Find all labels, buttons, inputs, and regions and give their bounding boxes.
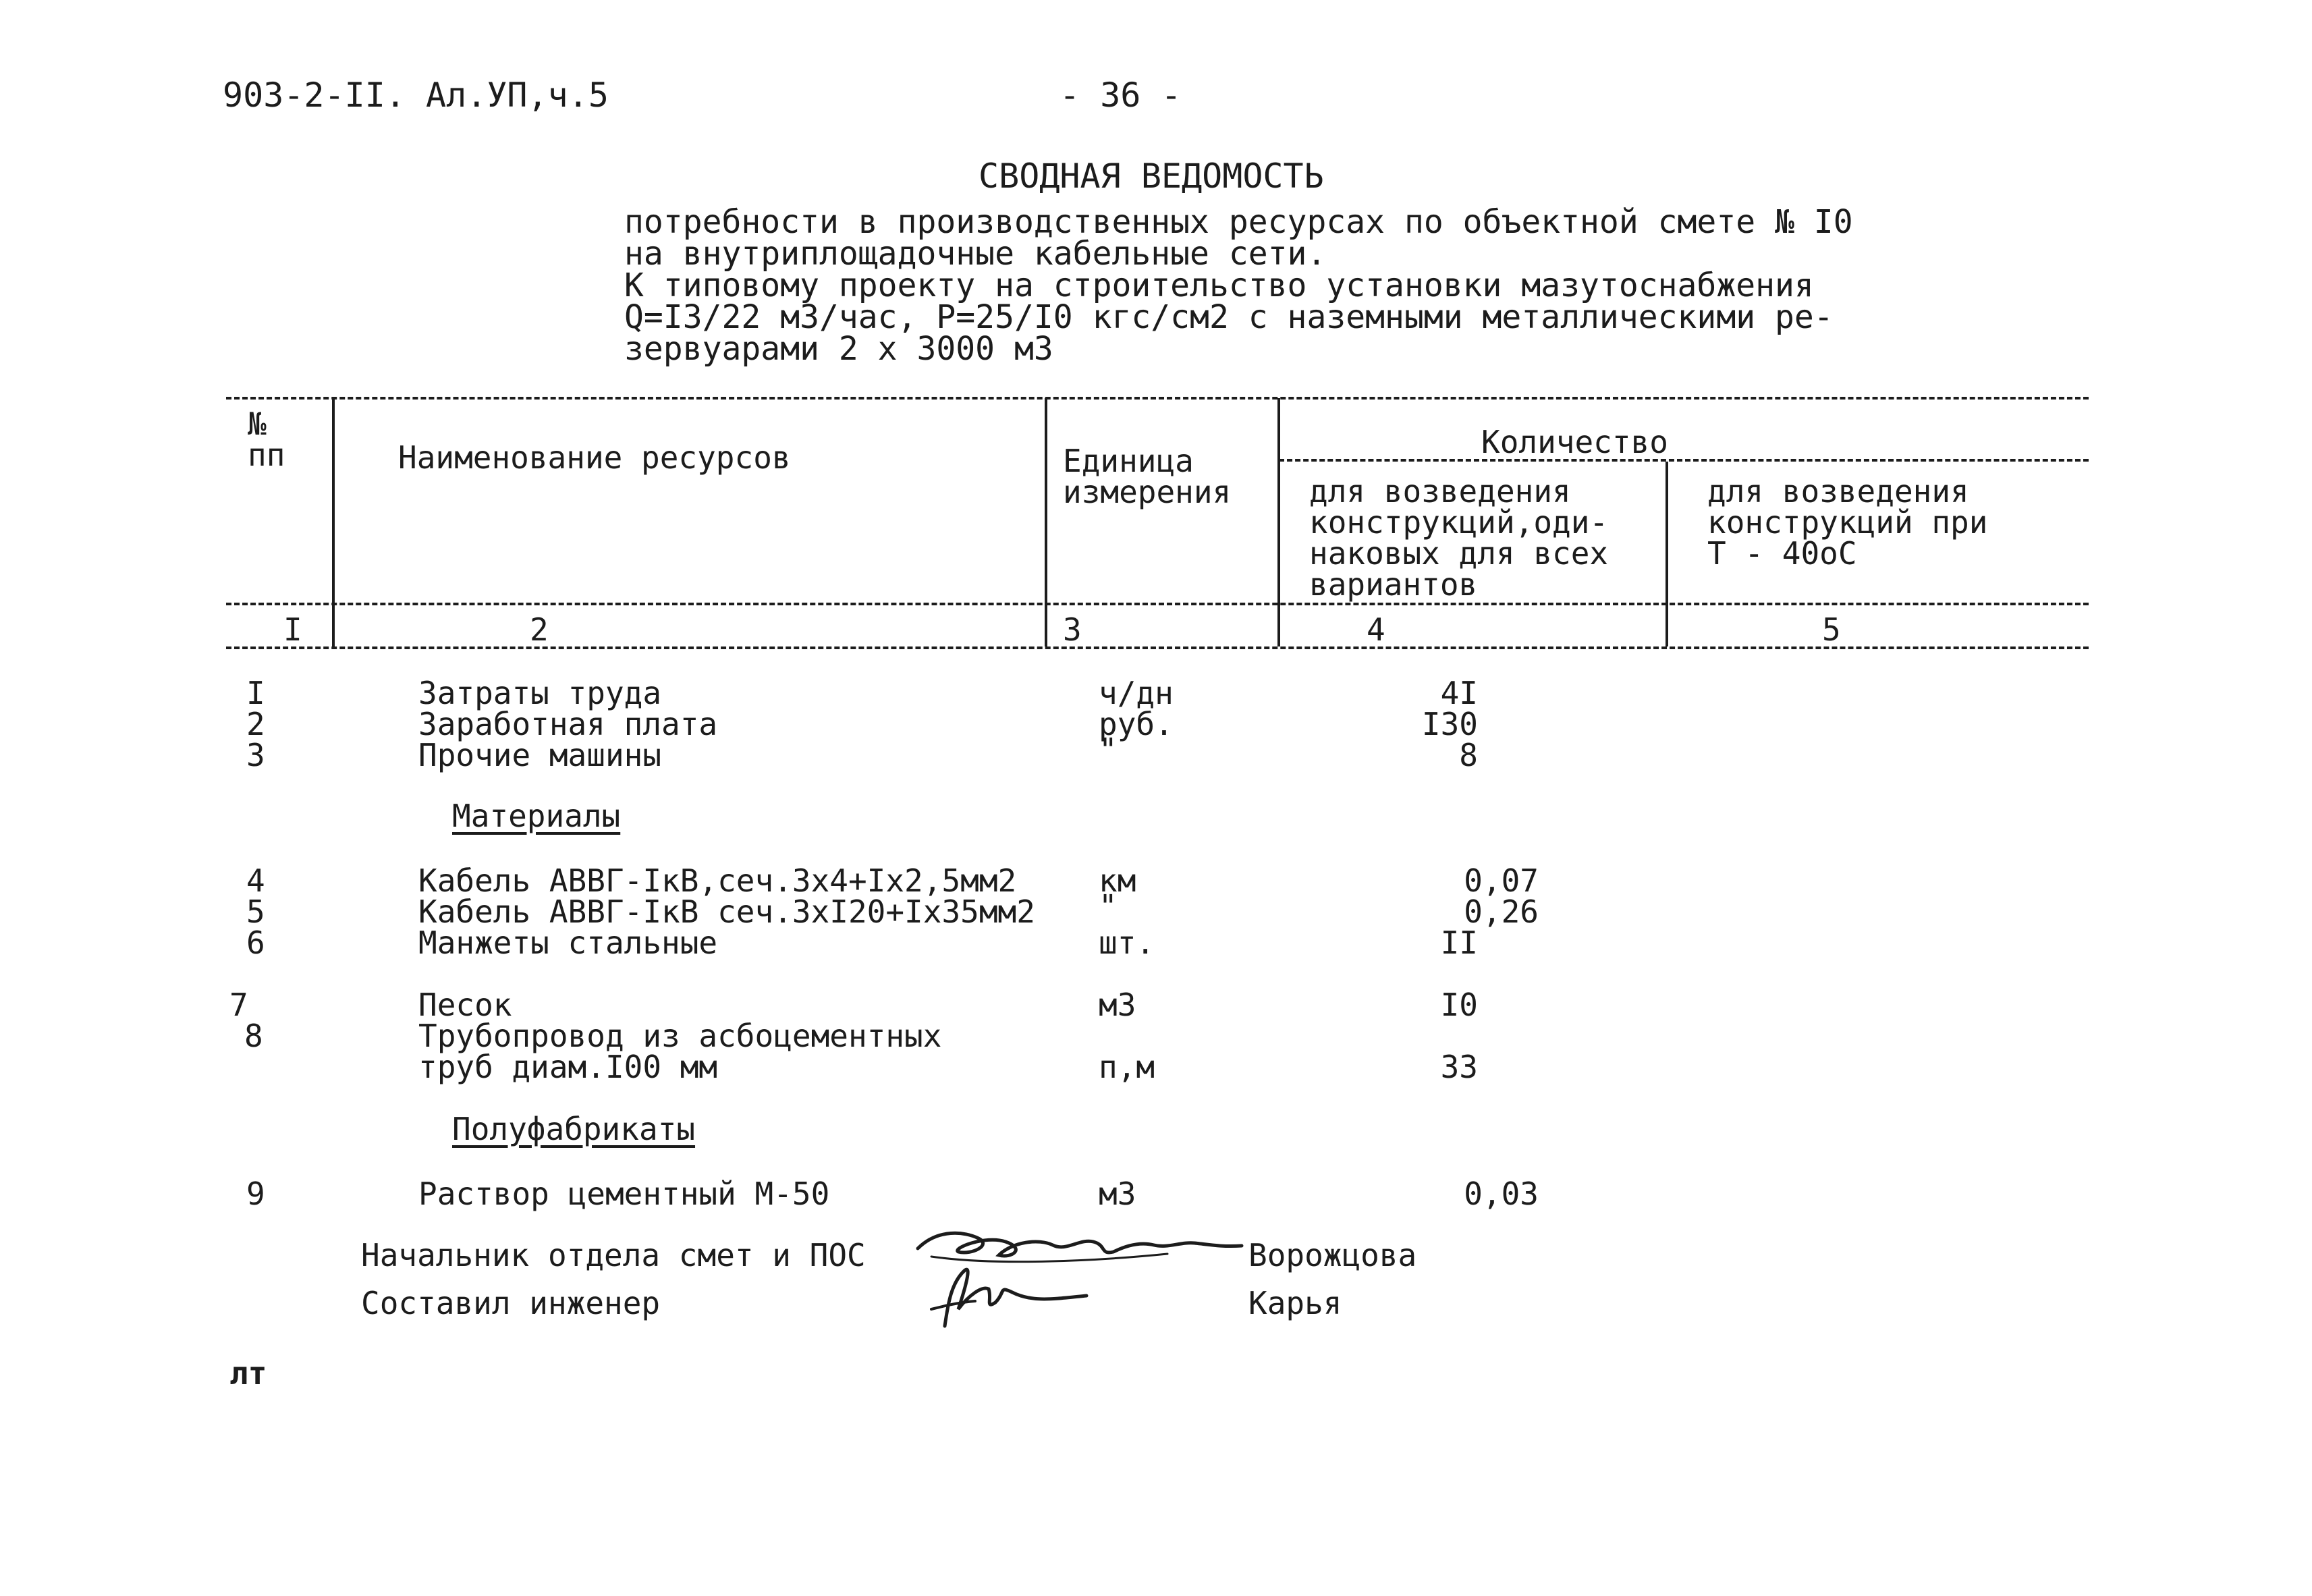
row-number: I: [246, 675, 265, 711]
row-qty: II: [1440, 925, 1478, 961]
row-unit: ч/дн: [1099, 675, 1174, 711]
section-semifinished: Полуфабрикаты: [452, 1111, 696, 1147]
col-number: 3: [1063, 611, 1082, 648]
row-name-continued: труб диам.I00 мм: [418, 1049, 718, 1085]
row-qty: I30: [1421, 706, 1478, 742]
subtitle-line: К типовому проекту на строительство установки мазутоснабжения: [624, 267, 1814, 304]
row-unit: ": [1099, 888, 1118, 925]
row-name: Прочие машины: [418, 737, 662, 773]
signature-role: Составил инженер: [361, 1285, 661, 1321]
signature-name: Карья: [1248, 1285, 1342, 1321]
subtitle-line: Q=I3/22 м3/час, P=25/I0 кгс/см2 с наземными металлическими ре-: [624, 298, 1834, 336]
row-name: Затраты труда: [418, 675, 662, 711]
row-qty: 4I: [1440, 675, 1478, 711]
header-qty-t40: для возведения конструкций при Т - 40оС: [1707, 473, 1988, 572]
col-number: 5: [1822, 611, 1841, 648]
row-unit: ": [1099, 732, 1118, 768]
row-number: 6: [246, 925, 265, 961]
row-name: Манжеты стальные: [418, 925, 718, 961]
table-colnum-rule: [226, 646, 2089, 649]
row-name: Песок: [418, 987, 512, 1023]
document-code: 903-2-II. Ал.УП,ч.5: [223, 76, 609, 115]
row-qty: 0,07: [1464, 862, 1539, 899]
page-number: - 36 -: [1059, 76, 1182, 115]
quantity-subheader-rule: [1279, 459, 2089, 462]
signature-name: Ворожцова: [1248, 1237, 1417, 1273]
row-unit: км: [1099, 862, 1136, 899]
row-number: 8: [244, 1018, 263, 1054]
handwritten-signature-2: [918, 1262, 1100, 1329]
row-unit: м3: [1099, 987, 1136, 1023]
header-qty-all-variants: для возведения конструкций,оди- наковых для всех вариантов: [1309, 473, 1609, 603]
row-unit: руб.: [1099, 706, 1174, 742]
subtitle-line: потребности в производственных ресурсах по объектной смете № I0: [624, 203, 1853, 241]
row-unit: п,м: [1099, 1049, 1155, 1085]
row-name: Трубопровод из асбоцементных: [418, 1018, 942, 1054]
row-qty: 0,26: [1464, 893, 1539, 930]
col-separator: [332, 398, 335, 646]
table-header-rule: [226, 603, 2089, 605]
row-name: Кабель АВВГ-IкВ,сеч.3х4+Iх2,5мм2: [418, 862, 1017, 899]
row-name: Раствор цементный М-50: [418, 1176, 830, 1212]
row-qty: 8: [1459, 737, 1478, 773]
section-materials: Материалы: [452, 798, 621, 834]
row-name: Кабель АВВГ-IкВ сеч.3хI20+Iх35мм2: [418, 893, 1035, 930]
row-qty: 33: [1440, 1049, 1478, 1085]
footer-mark: лт: [229, 1355, 267, 1392]
header-name: Наименование ресурсов: [398, 439, 791, 476]
row-number: 4: [246, 862, 265, 899]
row-number: 2: [246, 706, 265, 742]
row-qty: I0: [1440, 987, 1478, 1023]
table-top-rule: [226, 397, 2089, 400]
header-num: № пп: [248, 406, 285, 473]
col-number: 4: [1367, 611, 1385, 648]
col-number: I: [283, 611, 302, 648]
subtitle-line: на внутриплощадочные кабельные сети.: [624, 235, 1327, 273]
header-quantity: Количество: [1481, 424, 1668, 460]
col-separator: [1666, 462, 1668, 646]
row-name: Заработная плата: [418, 706, 718, 742]
row-qty: 0,03: [1464, 1176, 1539, 1212]
col-separator: [1045, 398, 1047, 646]
signature-role: Начальник отдела смет и ПОС: [361, 1237, 866, 1273]
row-number: 7: [229, 987, 248, 1023]
row-number: 9: [246, 1176, 265, 1212]
row-number: 5: [246, 893, 265, 930]
header-unit: Единица измерения: [1063, 443, 1232, 510]
row-number: 3: [246, 737, 265, 773]
subtitle-line: зервуарами 2 х 3000 м3: [624, 330, 1053, 368]
row-unit: шт.: [1099, 925, 1155, 961]
col-number: 2: [530, 611, 549, 648]
document-title: СВОДНАЯ ВЕДОМОСТЬ: [979, 157, 1324, 196]
row-unit: м3: [1099, 1176, 1136, 1212]
col-separator: [1277, 398, 1280, 646]
